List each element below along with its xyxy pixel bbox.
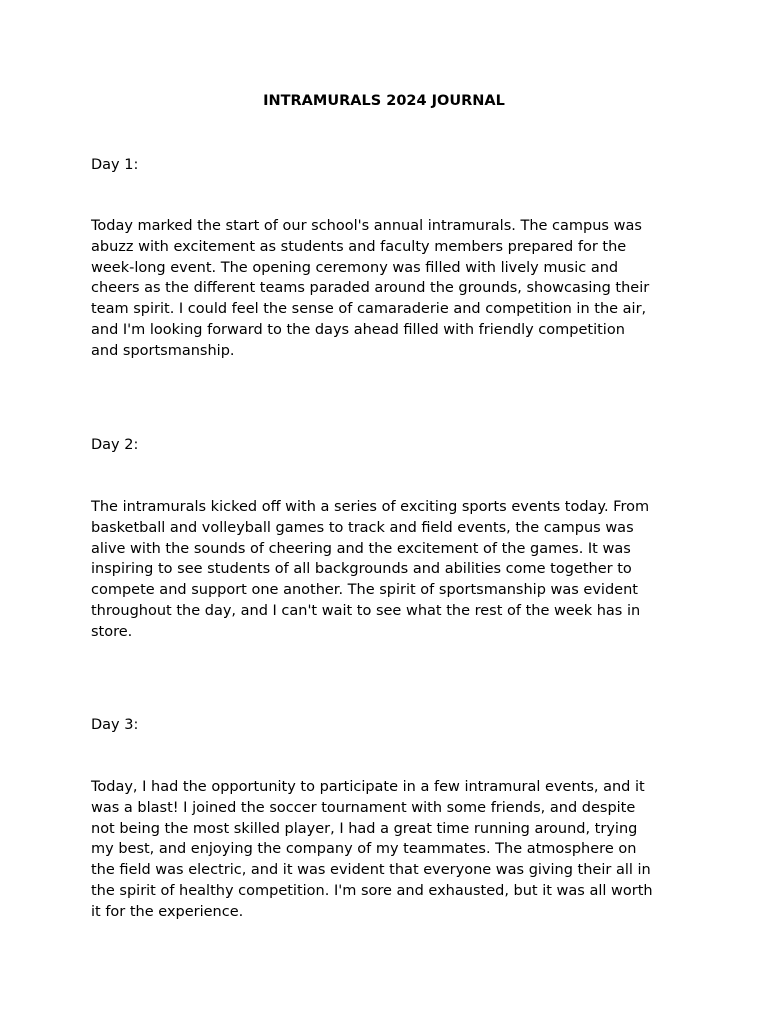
paragraph-line: and sportsmanship.: [91, 342, 235, 359]
paragraph-line: it for the experience.: [91, 903, 244, 920]
paragraph-line: inspiring to see students of all backgrounds and abilities come together to: [91, 561, 632, 578]
paragraph-line: team spirit. I could feel the sense of camaraderie and competition in the air,: [91, 301, 647, 318]
paragraph-line: Today marked the start of our school's annual intramurals. The campus was: [91, 218, 642, 234]
day-2-paragraph: [91, 497, 681, 643]
paragraph-line: was a blast! I joined the soccer tournament with some friends, and despite: [91, 799, 636, 816]
paragraph-line: not being the most skilled player, I had a great time running around, trying: [91, 820, 638, 837]
day-3-heading: Day 3:: [91, 717, 139, 733]
paragraph-line: cheers as the different teams paraded around the grounds, showcasing their: [91, 280, 650, 297]
paragraph-line: week-long event. The opening ceremony was filled with lively music and: [91, 259, 619, 276]
paragraph-line: the field was electric, and it was evident that everyone was giving their all in: [91, 862, 651, 879]
paragraph-line: basketball and volleyball games to track and field events, the campus was: [91, 519, 634, 536]
paragraph-line: The intramurals kicked off with a series of exciting sports events today. From: [91, 499, 650, 515]
day-1-paragraph: [91, 216, 681, 362]
day-3-paragraph: [91, 777, 681, 923]
day-2-heading: Day 2:: [91, 437, 139, 453]
paragraph-line: Today, I had the opportunity to participate in a few intramural events, and it: [91, 779, 645, 795]
paragraph-line: my best, and enjoying the company of my teammates. The atmosphere on: [91, 841, 637, 858]
paragraph-line: store.: [91, 623, 133, 640]
paragraph-line: abuzz with excitement as students and faculty members prepared for the: [91, 238, 627, 255]
paragraph-line: and I'm looking forward to the days ahead filled with friendly competition: [91, 321, 625, 338]
paragraph-line: alive with the sounds of cheering and the excitement of the games. It was: [91, 540, 631, 557]
paragraph-line: the spirit of healthy competition. I'm sore and exhausted, but it was all worth: [91, 882, 653, 899]
day-1-heading: Day 1:: [91, 157, 139, 173]
paragraph-line: compete and support one another. The spirit of sportsmanship was evident: [91, 582, 638, 599]
document-title: INTRAMURALS 2024 JOURNAL: [263, 93, 505, 109]
paragraph-line: throughout the day, and I can't wait to see what the rest of the week has in: [91, 602, 641, 619]
